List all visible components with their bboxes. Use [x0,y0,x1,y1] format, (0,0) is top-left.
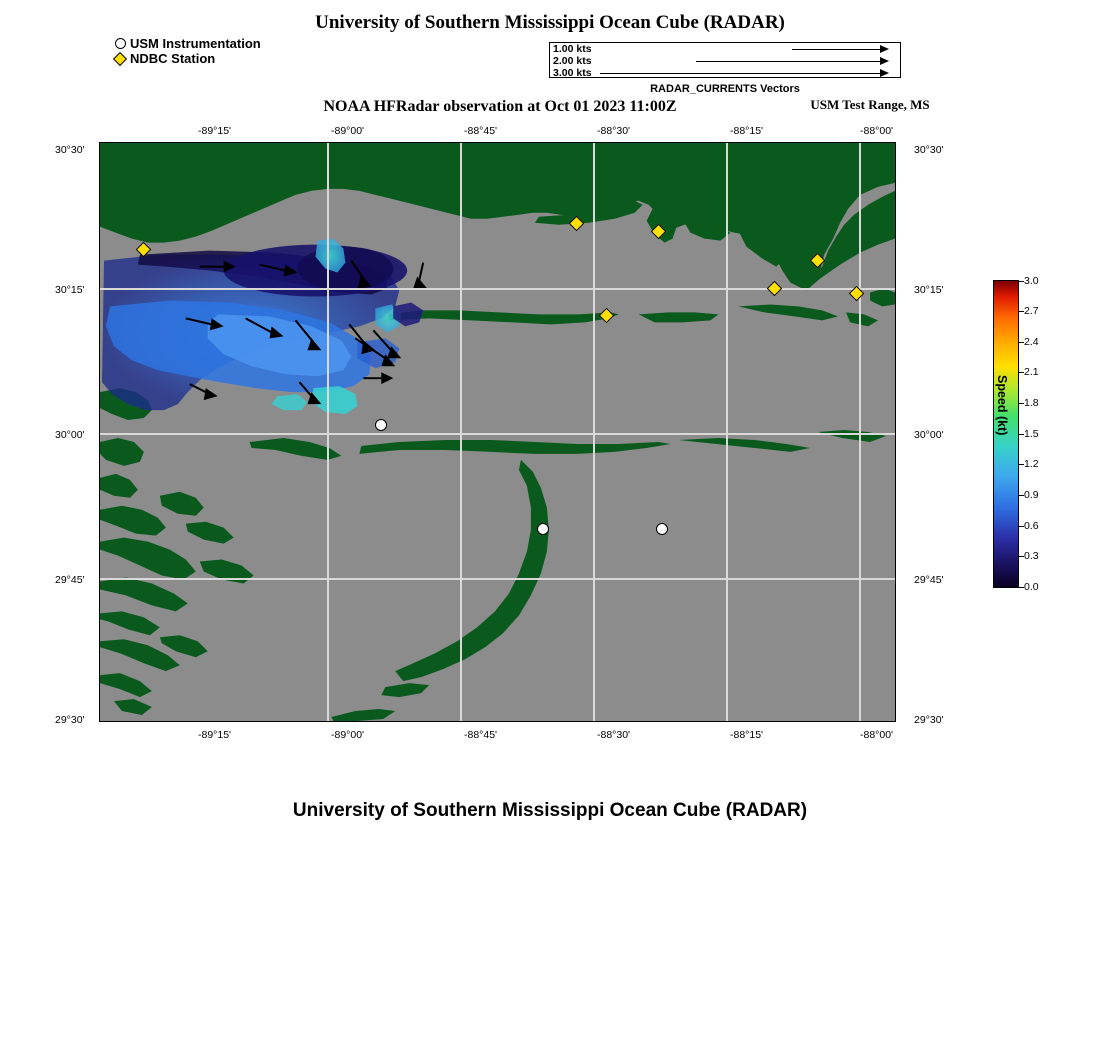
map-graphic [100,143,895,721]
lat-tick-left: 30°30' [55,144,85,156]
observation-title: NOAA HFRadar observation at Oct 01 2023 11:00Z [323,98,677,115]
colorbar-tick: 1.8 [1024,397,1039,409]
vector-key-caption: RADAR_CURRENTS Vectors [650,83,800,95]
colorbar-tick: 2.7 [1024,305,1039,317]
lat-tick-right: 30°30' [914,144,944,156]
lon-tick-top: -88°00' [860,125,894,137]
colorbar-tick: 1.5 [1024,428,1039,440]
station-marker-ndbc[interactable] [571,218,582,229]
lon-tick-bottom: -89°00' [331,729,365,741]
vector-key-label: 3.00 kts [553,67,592,79]
arrow-head-icon [880,69,889,77]
lon-tick-top: -88°30' [597,125,631,137]
lon-tick-bottom: -88°30' [597,729,631,741]
lat-tick-right: 30°00' [914,429,944,441]
station-marker-usm[interactable] [537,523,549,535]
colorbar-tick: 2.4 [1024,336,1039,348]
grid-line-lat [100,578,896,580]
map-legend [110,36,261,66]
diamond-marker-icon [110,54,130,64]
vector-key-label: 2.00 kts [553,55,592,67]
lon-tick-bottom: -88°00' [860,729,894,741]
lat-tick-left: 30°15' [55,284,85,296]
arrow-head-icon [880,57,889,65]
vector-key-row-3 [550,67,900,79]
lon-tick-bottom: -88°15' [730,729,764,741]
station-marker-ndbc[interactable] [138,244,149,255]
colorbar-tick: 2.1 [1024,366,1039,378]
map-canvas[interactable] [99,142,896,722]
colorbar-tick: 0.6 [1024,520,1039,532]
station-marker-ndbc[interactable] [851,288,862,299]
lat-tick-left: 29°30' [55,714,85,726]
colorbar-tick: 1.2 [1024,458,1039,470]
lon-tick-top: -89°15' [198,125,232,137]
lon-tick-top: -88°15' [730,125,764,137]
station-marker-ndbc[interactable] [601,310,612,321]
lat-tick-right: 30°15' [914,284,944,296]
lat-tick-right: 29°30' [914,714,944,726]
footer-title: University of Southern Mississippi Ocean Cube (RADAR) [292,800,808,821]
station-marker-ndbc[interactable] [653,226,664,237]
lat-tick-right: 29°45' [914,574,944,586]
lon-tick-top: -88°45' [464,125,498,137]
lat-tick-left: 30°00' [55,429,85,441]
vector-key-label: 1.00 kts [553,43,592,55]
colorbar-tick: 0.3 [1024,550,1039,562]
colorbar-title: Speed (kt) [995,375,1009,436]
colorbar-tick: 0.9 [1024,489,1039,501]
vector-scale-key [549,42,901,78]
lat-tick-left: 29°45' [55,574,85,586]
station-marker-usm[interactable] [375,419,387,431]
legend-item-usm-instrumentation [110,36,261,51]
lon-tick-bottom: -88°45' [464,729,498,741]
legend-item-ndbc-station [110,51,261,66]
legend-label: NDBC Station [130,51,216,66]
station-marker-ndbc[interactable] [812,255,823,266]
station-marker-ndbc[interactable] [769,283,780,294]
range-title: USM Test Range, MS [810,97,930,112]
colorbar-tick: 3.0 [1024,275,1039,287]
page-title: University of Southern Mississippi Ocean Cube (RADAR) [315,12,785,33]
legend-label: USM Instrumentation [130,36,261,51]
grid-line-lat [100,433,896,435]
lon-tick-bottom: -89°15' [198,729,232,741]
vector-key-row-1 [550,43,900,55]
colorbar-tick: 0.0 [1024,581,1039,593]
arrow-head-icon [880,45,889,53]
circle-marker-icon [110,38,130,49]
lon-tick-top: -89°00' [331,125,365,137]
station-marker-usm[interactable] [656,523,668,535]
vector-key-row-2 [550,55,900,67]
